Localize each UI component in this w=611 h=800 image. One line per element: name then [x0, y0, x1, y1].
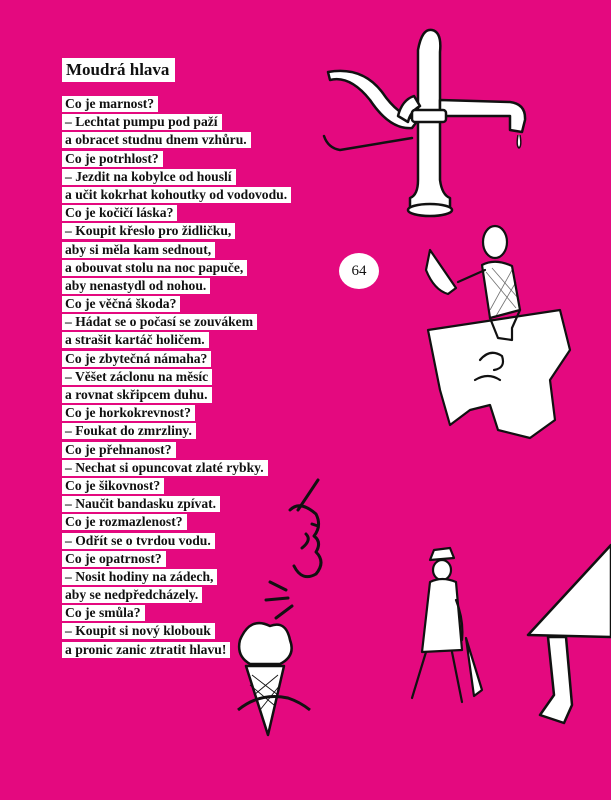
poem-line: Co je smůla? [62, 604, 291, 622]
poem-line: – Lechtat pumpu pod paží [62, 113, 291, 131]
poem-line: aby si měla kam sednout, [62, 241, 291, 259]
poem-line: Co je šikovnost? [62, 477, 291, 495]
poem-line: Co je zbytečná námaha? [62, 350, 291, 368]
poem-line: – Koupit si nový klobouk [62, 622, 291, 640]
poem-line: – Foukat do zmrzliny. [62, 422, 291, 440]
poem-line: a učit kokrhat kohoutky od vodovodu. [62, 186, 291, 204]
poem-line: Co je marnost? [62, 95, 291, 113]
poem-line: a obouvat stolu na noc papuče, [62, 259, 291, 277]
poem-line: Co je kočičí láska? [62, 204, 291, 222]
poem-line: Co je opatrnost? [62, 550, 291, 568]
poem-line: – Odřít se o tvrdou vodu. [62, 532, 291, 550]
poem-line: Co je věčná škoda? [62, 295, 291, 313]
poem-line: a obracet studnu dnem vzhůru. [62, 131, 291, 149]
violinist-on-bridge-icon [420, 210, 580, 470]
ice-cream-blower-icon [230, 470, 370, 750]
poem-line: Co je potrhlost? [62, 150, 291, 168]
page-number: 64 [339, 253, 379, 289]
poem-line: – Nosit hodiny na zádech, [62, 568, 291, 586]
poem-line: a strašit kartáč holičem. [62, 331, 291, 349]
poem-line: a pronic zanic ztratit hlavu! [62, 641, 291, 659]
poem-line: aby se nedpředcházely. [62, 586, 291, 604]
table-leg-icon [520, 545, 611, 745]
poem-line: Co je rozmazlenost? [62, 513, 291, 531]
poem-line: a rovnat skřipcem duhu. [62, 386, 291, 404]
poem-line: Co je přehnanost? [62, 441, 291, 459]
poem-line: Co je horkokrevnost? [62, 404, 291, 422]
poem-line: aby nenastydl od nohou. [62, 277, 291, 295]
poem-line: – Nechat si opuncovat zlaté rybky. [62, 459, 291, 477]
walking-man-icon [390, 540, 500, 710]
poem-title: Moudrá hlava [62, 58, 175, 82]
poem-line: – Věšet záclonu na měsíc [62, 368, 291, 386]
poem-line: – Hádat se o počasí se zouvákem [62, 313, 291, 331]
water-pump-icon [300, 20, 550, 230]
poem-line: – Koupit křeslo pro židličku, [62, 222, 291, 240]
poem-line: – Naučit bandasku zpívat. [62, 495, 291, 513]
poem-line: – Jezdit na kobylce od houslí [62, 168, 291, 186]
